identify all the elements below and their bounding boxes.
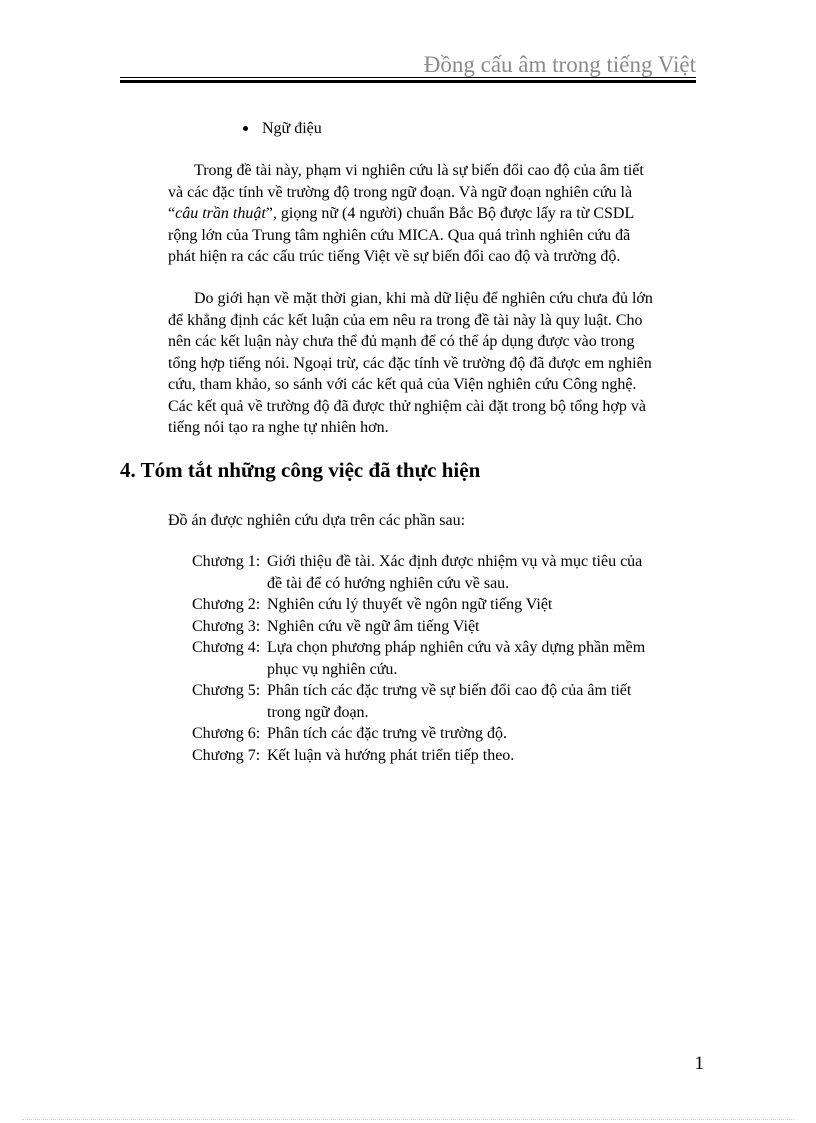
chapter-label: Chương 6: [192,725,261,742]
page-header-title: Đồng cấu âm trong tiếng Việt [423,52,696,77]
chapter-label: Chương 2: [192,596,261,613]
header-rule-thick [120,80,696,83]
paragraph-scope [168,160,644,268]
paragraph-line: Các kết quả về trường độ đã được thử nghiệm cài đặt trong bộ tổng hợp và [168,397,646,415]
paragraph-line: rộng lớn của Trung tâm nghiên cứu MICA. Qua quá trình nghiên cứu đã [168,226,631,244]
chapter-item [192,551,645,594]
chapters-intro: Đồ án được nghiên cứu dựa trên các phần sau: [168,512,466,529]
chapter-text: Kết luận và hướng phát triển tiếp theo. [267,746,515,764]
chapter-label: Chương 1: [192,553,261,570]
chapter-text: Nghiên cứu lý thuyết về ngôn ngữ tiếng Việt [267,596,553,613]
bullet-text: Ngữ điệu [262,120,322,137]
page-number: 1 [694,1053,704,1074]
chapter-text: Nghiên cứu về ngữ âm tiếng Việt [267,617,480,635]
chapter-text: Giới thiệu đề tài. Xác định được nhiệm vụ và mục tiêu của [267,553,643,570]
chapter-text: trong ngữ đoạn. [267,703,369,721]
paragraph-line: để khẳng định các kết luận của em nêu ra trong đề tài này là quy luật. Cho [168,311,643,329]
paragraph-line: tổng hợp tiếng nói. Ngoại trừ, các đặc tính về trường độ đã được em nghiên [168,354,652,372]
chapter-text: đề tài để có hướng nghiên cứu về sau. [267,574,510,592]
paragraph-line [168,203,644,225]
bullet-item [243,118,322,140]
section-heading: 4. Tóm tắt những công việc đã thực hiện [120,458,481,482]
bullet-dot-icon [243,126,248,131]
chapter-item [192,594,645,616]
paragraph-line: tiếng nói tạo ra nghe tự nhiên hơn. [168,419,389,436]
paragraph-line: và các đặc tính về trường độ trong ngữ đoạn. Và ngữ đoạn nghiên cứu là [168,183,633,201]
chapter-list [192,551,645,766]
chapter-text: phục vụ nghiên cứu. [267,660,398,678]
paragraph-line: Trong đề tài này, phạm vi nghiên cứu là sự biến đổi cao độ của âm tiết [194,162,644,179]
paragraph-line-rest: ”, giọng nữ (4 người) chuẩn Bắc Bộ được lấy ra từ CSDL [265,205,635,222]
chapter-label: Chương 7: [192,746,261,764]
header-rule-thin [120,77,696,78]
chapter-label: Chương 5: [192,682,261,699]
chapter-text: Phân tích các đặc trưng về sự biến đổi cao độ của âm tiết [267,682,632,699]
open-quote: “ [168,205,176,222]
chapter-text: Lựa chọn phương pháp nghiên cứu và xây dựng phần mềm [267,639,646,656]
page-bottom-divider [22,1119,794,1120]
paragraph-limitations [168,288,653,439]
paragraph-line: phát hiện ra các cấu trúc tiếng Việt về sự biến đổi cao độ và trường độ. [168,248,621,265]
paragraph-line: cứu, tham khảo, so sánh với các kết quả của Viện nghiên cứu Công nghệ. [168,376,637,393]
chapter-item [192,723,645,745]
italic-term: câu trần thuật [175,205,266,222]
chapter-item [192,637,645,680]
paragraph-line: nên các kết luận này chưa thể đủ mạnh để có thể áp dụng được vào trong [168,333,635,350]
chapter-label: Chương 4: [192,639,261,656]
chapter-text: Phân tích các đặc trưng về trường độ. [267,725,507,742]
chapter-item [192,616,645,638]
chapter-item [192,680,645,723]
chapter-label: Chương 3: [192,617,261,635]
paragraph-line: Do giới hạn về mặt thời gian, khi mà dữ liệu để nghiên cứu chưa đủ lớn [194,290,653,307]
chapter-item [192,745,645,767]
